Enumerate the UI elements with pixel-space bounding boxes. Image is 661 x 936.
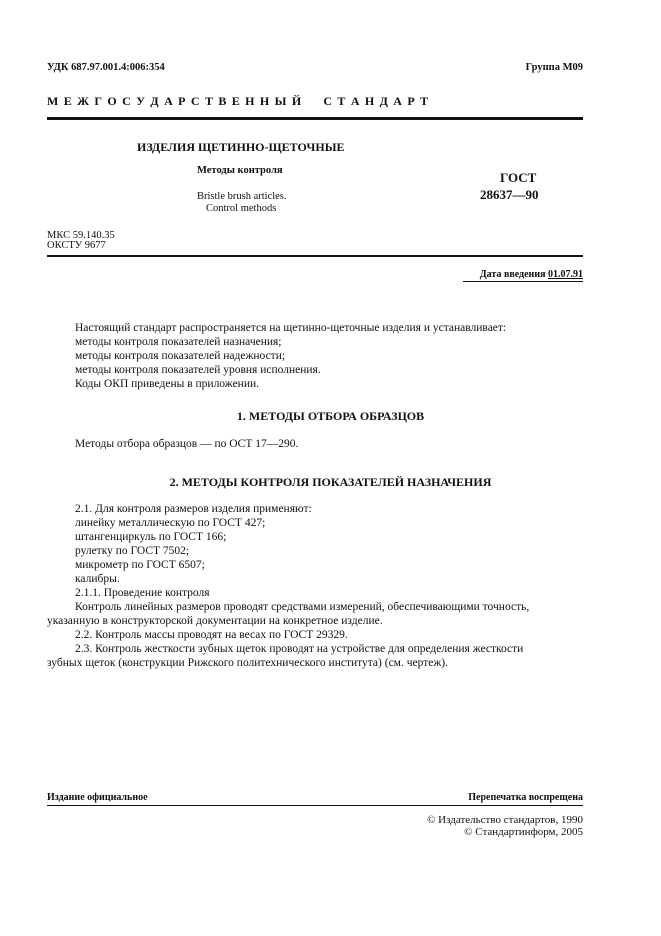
clause-2-1-1: 2.1.1. Проведение контроля [75,587,210,599]
list-item: рулетку по ГОСТ 7502; [75,545,190,557]
intro-line: методы контроля показателей надежности; [75,350,286,362]
udk-code: УДК 687.97.001.4:006:354 [47,62,165,73]
intro-line: Настоящий стандарт распространяется на щетинно-щеточные изделия и устанавливает: [75,322,507,334]
clause-text: указанную в конструкторской документации на конкретное изделие. [47,615,383,627]
section1-text: Методы отбора образцов — по ОСТ 17—290. [75,438,299,450]
intro-line: методы контроля показателей уровня исполнения. [75,364,321,376]
gost-label: ГОСТ [500,170,537,185]
document-title: ИЗДЕЛИЯ ЩЕТИННО-ЩЕТОЧНЫЕ [137,140,345,154]
list-item: линейку металлическую по ГОСТ 427; [75,517,266,529]
document-subtitle: Методы контроля [197,165,283,176]
intro-line: Коды ОКП приведены в приложении. [75,378,260,390]
clause-2-1: 2.1. Для контроля размеров изделия применяют: [75,503,312,515]
date-rule [463,281,583,282]
title-rule [47,255,583,257]
intro-paragraph [75,321,506,391]
list-item: калибры. [75,573,120,585]
clause-text: Контроль линейных размеров проводят средствами измерений, обеспечивающими точность, [75,601,530,613]
section2-heading: 2. МЕТОДЫ КОНТРОЛЯ ПОКАЗАТЕЛЕЙ НАЗНАЧЕНИЯ [169,475,492,489]
date-label: Дата введения [479,269,546,280]
mks-code: МКС 59.140.35 [47,230,115,241]
list-item: штангенциркуль по ГОСТ 166; [75,531,227,543]
english-title-line2: Control methods [206,203,277,214]
official-edition: Издание официальное [47,792,148,803]
group-code: Группа М09 [525,62,583,73]
okstu-code: ОКСТУ 9677 [47,240,106,251]
clause-text: зубных щеток (конструкции Рижского политехнического института) (см. чертеж). [47,657,448,669]
section1-heading: 1. МЕТОДЫ ОТБОРА ОБРАЗЦОВ [236,409,425,423]
copyright-line: © Издательство стандартов, 1990 [427,814,583,826]
introduction-date [480,269,583,280]
reprint-prohibited: Перепечатка воспрещена [468,792,583,803]
copyright-line: © Стандартинформ, 2005 [464,826,583,838]
intro-line: методы контроля показателей назначения; [75,336,282,348]
date-value: 01.07.91 [548,269,583,280]
top-rule [47,117,583,120]
footer-rule [47,805,583,806]
gost-number: 28637—90 [480,187,539,202]
section2-body [47,502,583,670]
english-title-line1: Bristle brush articles. [197,191,287,202]
interstate-standard-heading: М Е Ж Г О С У Д А Р С Т В Е Н Н Ы Й С Т А Н Д А Р Т [47,94,430,108]
copyright-block [427,814,583,838]
clause-2-3: 2.3. Контроль жесткости зубных щеток проводят на устройстве для определения жесткости [75,643,524,655]
clause-2-2: 2.2. Контроль массы проводят на весах по ГОСТ 29329. [75,629,348,641]
list-item: микрометр по ГОСТ 6507; [75,559,205,571]
